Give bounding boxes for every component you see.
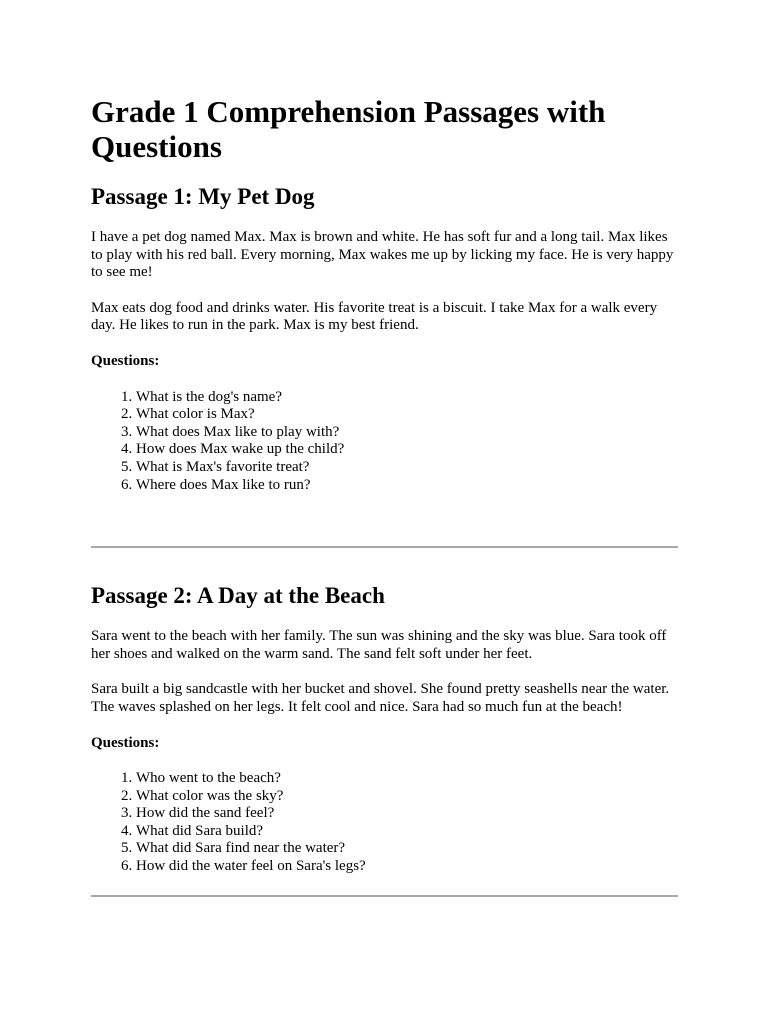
question-item: 4. What did Sara build? (136, 823, 678, 841)
section-divider (91, 895, 678, 897)
questions-label: Questions: (91, 352, 160, 369)
question-item: 2. What color is Max? (136, 406, 678, 424)
passage-paragraph: Max eats dog food and drinks water. His favorite treat is a biscuit. I take Max for a walk every day. He likes to run in the park. Max is my best friend. (91, 299, 658, 334)
question-item: 6. How did the water feel on Sara's legs? (136, 858, 678, 876)
question-item: 6. Where does Max like to run? (136, 477, 678, 495)
passage-paragraph: Sara built a big sandcastle with her bucket and shovel. She found pretty seashells near the water. The waves splashed on her legs. It felt cool and nice. Sara had so much fun at the beach! (91, 681, 670, 715)
question-item: 5. What is Max's favorite treat? (136, 459, 678, 477)
passage-1 (91, 183, 678, 494)
passage-title: Passage 2: A Day at the Beach (91, 583, 385, 609)
question-item: 1. What is the dog's name? (136, 389, 678, 407)
question-item: 4. How does Max wake up the child? (136, 441, 678, 459)
passage-paragraph: Sara went to the beach with her family. The sun was shining and the sky was blue. Sara took off her shoes and walked on the warm sand. The sand felt soft under her feet. (91, 628, 667, 662)
passage-paragraph: I have a pet dog named Max. Max is brown and white. He has soft fur and a long tail. Max likes to play with his red ball. Every morning, Max wakes me up by licking my face. He is very happy to see me! (91, 229, 674, 281)
passage-2 (91, 582, 678, 876)
document-title: Grade 1 Comprehension Passages with Questions (91, 94, 606, 164)
section-divider (91, 546, 678, 548)
question-item: 1. Who went to the beach? (136, 770, 678, 788)
passage-title: Passage 1: My Pet Dog (91, 184, 315, 209)
questions-list (91, 770, 678, 876)
question-item: 3. How did the sand feel? (136, 805, 678, 823)
question-item: 2. What color was the sky? (136, 788, 678, 806)
question-item: 3. What does Max like to play with? (136, 424, 678, 442)
document-page (91, 94, 678, 897)
questions-label: Questions: (91, 734, 160, 751)
questions-list (91, 389, 678, 495)
question-item: 5. What did Sara find near the water? (136, 840, 678, 858)
